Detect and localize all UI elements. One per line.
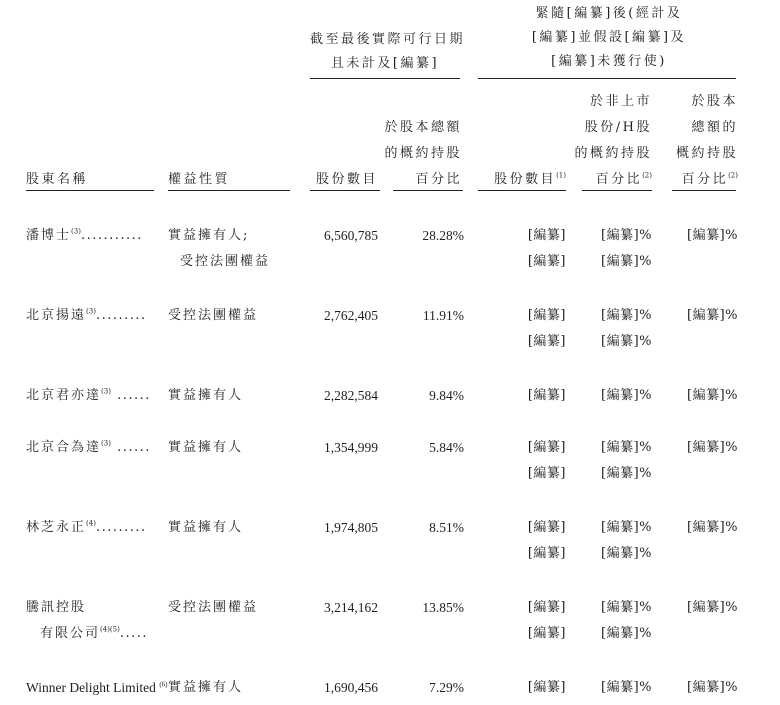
table-row-name [26,228,143,244]
col-header-pct-before-2: 的概約持股 [384,146,462,161]
shares-after: [編纂] [527,680,566,695]
shareholder-name: 騰訊控股 [26,600,87,615]
shares-after: [編纂] [527,546,566,561]
table-row-name [26,308,147,324]
pct-class-after: [編纂]% [601,626,652,641]
shareholder-name: 林芝永正 [26,520,87,535]
pct-class-after: [編纂]% [601,520,652,535]
leader-dots: ......... [95,308,147,323]
nature-line-1: 實益擁有人; [168,228,250,243]
nature-line-1: 受控法團權益 [168,308,259,323]
pct-class-after: [編纂]% [601,600,652,615]
header-after-line1: 緊隨[編纂]後(經計及 [535,6,683,21]
shares-before: 6,560,785 [324,228,378,243]
col-rule-shares-before [310,190,380,191]
col-header-pct-class-2: 股份/H股 [584,120,652,135]
nature-line-1: 受控法團權益 [168,600,259,615]
shareholder-name-line2: 有限公司 [40,626,101,641]
leader-dots: ...... [117,440,151,455]
table-row-name [26,440,151,456]
shares-after: [編纂] [527,334,566,349]
col-header-pct-class-1: 於非上市 [589,94,652,109]
nature-line-1: 實益擁有人 [168,680,244,695]
table-row-name [40,626,148,642]
pct-before: 11.91% [422,308,464,323]
shares-after: [編纂] [527,466,566,481]
header-after-line2: [編纂]並假設[編纂]及 [531,30,687,45]
nature-line-1: 實益擁有人 [168,520,244,535]
pct-class-after: [編纂]% [601,388,652,403]
shares-before: 1,354,999 [324,440,378,455]
col-rule-pct-class [582,190,652,191]
table-row-name [26,680,167,696]
note-ref: (4) [86,519,96,528]
shares-before: 1,974,805 [324,520,378,535]
shareholder-name: 北京合為達 [26,440,102,455]
col-rule-pct-before [393,190,463,191]
shareholder-name: 潘博士 [26,228,72,243]
pct-before: 8.51% [429,520,464,535]
col-header-pct-total-3: 概約持股 [675,146,738,161]
note-ref: (3) [86,307,96,316]
col-header-pct-total-2: 總額的 [691,120,738,135]
note-ref: (3) [101,439,111,448]
shares-after: [編纂] [527,440,566,455]
col-header-shares-after-note: (1) [556,171,566,180]
pct-total-after: [編纂]% [687,308,738,323]
pct-total-after: [編纂]% [687,600,738,615]
col-header-pct-before-3: 百分比 [415,172,462,187]
leader-dots: ......... [95,520,147,535]
shares-after: [編纂] [527,308,566,323]
col-rule-nature [168,190,290,191]
pct-total-after: [編纂]% [687,680,738,695]
col-header-shares-after [470,172,566,188]
col-rule-name [26,190,154,191]
table-row-name [26,520,147,536]
header-after-line3: [編纂]未獲行使) [551,54,667,69]
col-header-pct-total-note: (2) [728,171,738,180]
shares-after: [編纂] [527,600,566,615]
shares-after: [編纂] [527,228,566,243]
header-before-line2: 且未計及[編纂] [330,56,440,71]
shareholder-name: Winner Delight Limited [26,680,156,695]
note-ref: (6) [159,680,168,689]
pct-class-after: [編纂]% [601,334,652,349]
leader-dots: ...... [117,388,151,403]
col-header-shares-after-text: 股份數目 [494,172,557,187]
note-ref: (3) [71,227,81,236]
shares-before: 2,282,584 [324,388,378,403]
pct-class-after: [編纂]% [601,466,652,481]
pct-class-after: [編纂]% [601,308,652,323]
col-rule-shares-after [478,190,566,191]
pct-total-after: [編纂]% [687,228,738,243]
pct-class-after: [編纂]% [601,228,652,243]
nature-line-1: 實益擁有人 [168,388,244,403]
note-ref: (4)(5) [100,625,120,634]
shareholder-name: 北京揚遠 [26,308,87,323]
col-header-pct-total-1: 於股本 [691,94,738,109]
nature-line-1: 實益擁有人 [168,440,244,455]
pct-before: 13.85% [422,600,464,615]
pct-total-after: [編纂]% [687,440,738,455]
col-header-name: 股東名稱 [26,172,89,187]
pct-before: 28.28% [422,228,464,243]
pct-class-after: [編纂]% [601,440,652,455]
col-rule-pct-total [672,190,736,191]
col-header-pct-class-3: 的概約持股 [574,146,652,161]
leader-dots: ........... [80,228,143,243]
col-header-pct-class-note: (2) [642,171,652,180]
header-before-line1: 截至最後實際可行日期 [310,32,466,47]
shares-before: 3,214,162 [324,600,378,615]
nature-line-2: 受控法團權益 [180,254,271,269]
col-header-pct-before-1: 於股本總額 [384,120,462,135]
header-before-rule [310,78,460,79]
pct-total-after: [編纂]% [687,520,738,535]
shares-before: 2,762,405 [324,308,378,323]
note-ref: (3) [101,387,111,396]
shares-before: 1,690,456 [324,680,378,695]
col-header-shares-before: 股份數目 [315,172,378,187]
col-header-nature: 權益性質 [168,172,231,187]
shares-after: [編纂] [527,520,566,535]
shareholder-name: 北京君亦達 [26,388,102,403]
shares-after: [編纂] [527,254,566,269]
shares-after: [編纂] [527,388,566,403]
pct-before: 7.29% [429,680,464,695]
pct-before: 9.84% [429,388,464,403]
header-after-rule [478,78,736,79]
col-header-pct-total-4 [650,172,738,188]
col-header-pct-class-4-text: 百分比 [595,172,643,187]
leader-dots: ..... [119,626,149,641]
pct-class-after: [編纂]% [601,254,652,269]
pct-class-after: [編纂]% [601,546,652,561]
table-row-name [26,388,151,404]
col-header-pct-class-4 [560,172,652,188]
col-header-pct-total-4-text: 百分比 [681,172,729,187]
pct-total-after: [編纂]% [687,388,738,403]
shares-after: [編纂] [527,626,566,641]
pct-class-after: [編纂]% [601,680,652,695]
pct-before: 5.84% [429,440,464,455]
